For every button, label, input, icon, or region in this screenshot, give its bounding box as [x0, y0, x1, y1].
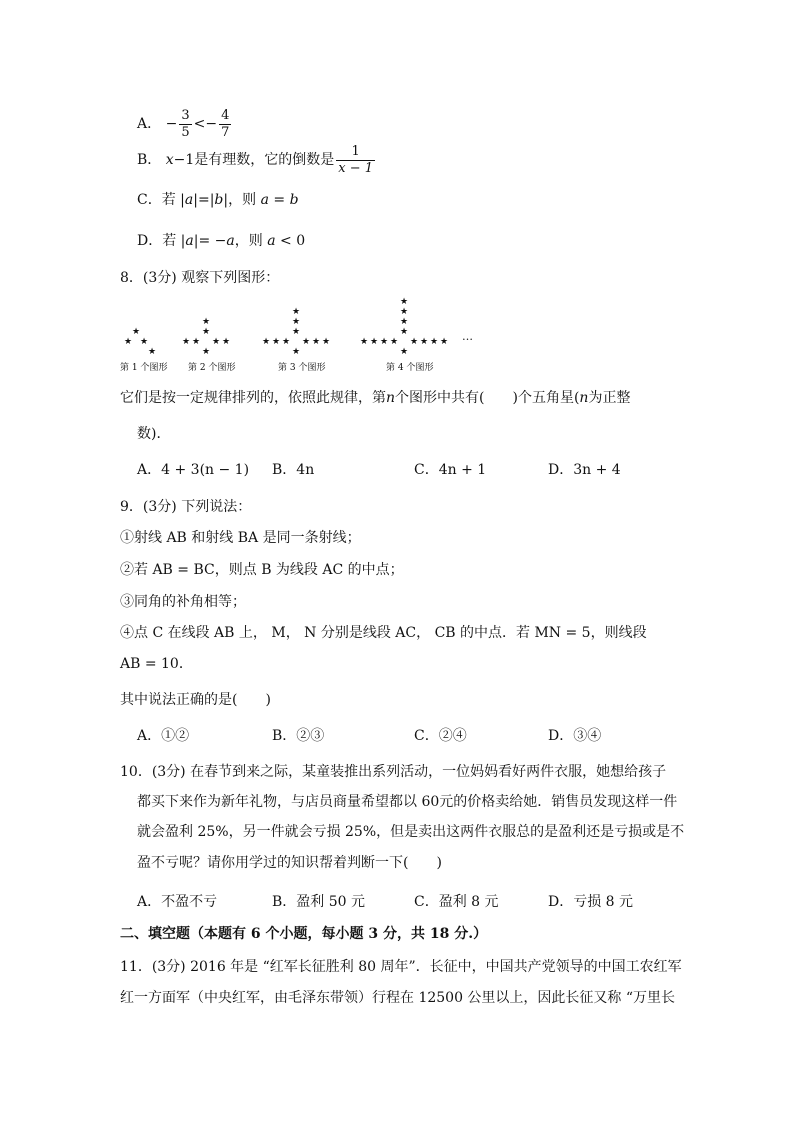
star-icon: ★ — [400, 307, 409, 317]
star-icon: ★ — [192, 337, 201, 347]
star-icon: ★ — [222, 337, 231, 347]
figure-ellipsis: … — [462, 330, 473, 343]
star-icon: ★ — [202, 327, 211, 337]
star-icon: ★ — [312, 337, 321, 347]
star-icon: ★ — [272, 337, 281, 347]
q8-option-d: D．3n + 4 — [548, 462, 621, 478]
q8-body-line2: 数)． — [137, 426, 171, 442]
q7-option-d: D．若 |a|= −a，则 a < 0 — [137, 233, 306, 249]
q9-question: 其中说法正确的是( ) — [120, 692, 271, 708]
star-icon: ★ — [440, 337, 449, 347]
section-heading: 二、填空题（本题有 6 个小题，每小题 3 分，共 18 分.） — [120, 926, 488, 942]
star-icon: ★ — [410, 337, 419, 347]
star-icon: ★ — [370, 337, 379, 347]
figure-caption-3: 第 3 个图形 — [278, 363, 326, 373]
q8-option-b: B．4n — [272, 462, 315, 478]
q7-option-a: A． − $\frac{3}{5}$ <− $\frac{4}{7}$ — [137, 107, 230, 140]
star-icon: ★ — [420, 337, 429, 347]
q7-option-b: B． x−1是有理数，它的倒数是 $\frac{1}{x - 1}$ — [137, 143, 374, 176]
q9-option-d: D．③④ — [548, 728, 602, 744]
q10-line-1: 10．(3分) 在春节到来之际，某童装推出系列活动，一位妈妈看好两件衣服，她想给孩子 — [120, 764, 667, 780]
q11-line-2: 红一方面军（中央红军，由毛泽东带领）行程在 12500 公里以上，因此长征又称 “万里长 — [120, 990, 676, 1006]
star-icon: ★ — [400, 327, 409, 337]
q9-statement-4-cont: AB = 10． — [120, 656, 193, 672]
q9-stem: 9．(3分) 下列说法： — [120, 499, 252, 515]
q10-option-c: C．盈利 8 元 — [414, 894, 499, 910]
star-icon: ★ — [292, 307, 301, 317]
q9-statement-3: ③同角的补角相等； — [120, 594, 246, 610]
star-icon: ★ — [292, 317, 301, 327]
q8-star-figures — [118, 296, 478, 376]
star-icon: ★ — [262, 337, 271, 347]
star-icon: ★ — [148, 347, 157, 357]
q10-option-b: B．盈利 50 元 — [272, 894, 366, 910]
star-icon: ★ — [132, 327, 141, 337]
figure-caption-2: 第 2 个图形 — [188, 363, 236, 373]
q11-line-1: 11．(3分) 2016 年是 “红军长征胜利 80 周年”．长征中，中国共产党领导的中国工农红军 — [120, 959, 682, 975]
q9-statement-2: ②若 AB = BC，则点 B 为线段 AC 的中点； — [120, 562, 404, 578]
q8-option-c: C．4n + 1 — [414, 462, 487, 478]
star-icon: ★ — [140, 337, 149, 347]
figure-caption-1: 第 1 个图形 — [120, 363, 168, 373]
star-icon: ★ — [302, 337, 311, 347]
q9-option-a: A．①② — [137, 728, 190, 744]
q8-option-a: A．4 + 3(n − 1) — [137, 462, 250, 478]
star-icon: ★ — [202, 347, 211, 357]
star-icon: ★ — [400, 347, 409, 357]
star-icon: ★ — [124, 337, 133, 347]
star-icon: ★ — [400, 317, 409, 327]
star-icon: ★ — [390, 337, 399, 347]
star-icon: ★ — [212, 337, 221, 347]
q10-line-2: 都买下来作为新年礼物，与店员商量希望都以 60元的价格卖给她．销售员发现这样一件 — [137, 794, 678, 810]
q7-option-c: C．若 |a|=|b|，则 a = b — [137, 192, 299, 208]
star-icon: ★ — [430, 337, 439, 347]
q9-option-b: B．②③ — [272, 728, 325, 744]
star-icon: ★ — [182, 337, 191, 347]
q9-statement-4: ④点 C 在线段 AB 上， M， N 分别是线段 AC， CB 的中点．若 MN = 5，则线段 — [120, 625, 647, 641]
figure-caption-4: 第 4 个图形 — [386, 363, 434, 373]
q10-line-4: 盈不亏呢？请你用学过的知识帮着判断一下( ) — [137, 855, 442, 871]
star-icon: ★ — [282, 337, 291, 347]
q8-body-line1: 它们是按一定规律排列的，依照此规律，第n个图形中共有( )个五角星(n为正整 — [120, 390, 631, 406]
q9-option-c: C．②④ — [414, 728, 467, 744]
star-icon: ★ — [380, 337, 389, 347]
q9-statement-1: ①射线 AB 和射线 BA 是同一条射线； — [120, 530, 361, 546]
star-icon: ★ — [292, 347, 301, 357]
q10-option-d: D．亏损 8 元 — [548, 894, 634, 910]
q10-line-3: 就会盈利 25%，另一件就会亏损 25%，但是卖出这两件衣服总的是盈利还是亏损或是不 — [137, 824, 685, 840]
star-icon: ★ — [292, 327, 301, 337]
q10-option-a: A．不盈不亏 — [137, 894, 218, 910]
q8-stem: 8．(3分) 观察下列图形： — [120, 270, 280, 286]
star-icon: ★ — [360, 337, 369, 347]
star-icon: ★ — [322, 337, 331, 347]
star-icon: ★ — [400, 297, 409, 307]
star-icon: ★ — [202, 317, 211, 327]
